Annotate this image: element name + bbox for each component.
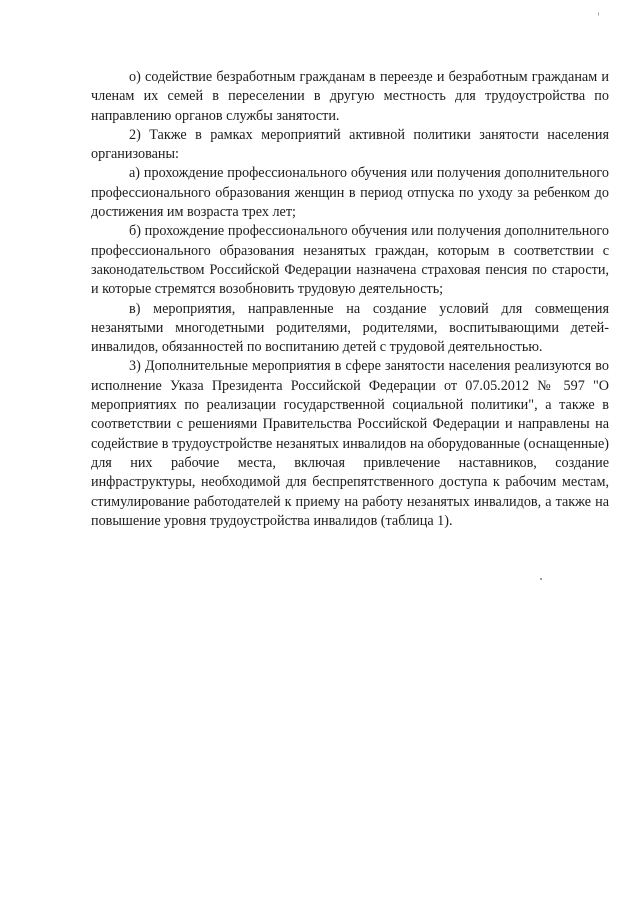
- paragraph-item-3: 3) Дополнительные мероприятия в сфере занятости населения реализуются во исполнение Указа Президента Российской Федерации от 07.05.2012 № 597 "О мероприятиях по реализации государственной социальной политики", а также в соответствии с решениями Правительства Российской Федерации и направлены на содействие в трудоустройстве незанятых инвалидов на оборудованные (оснащенные) для них рабочие места, включая привлечение наставников, создание инфраструктуры, необходимой для беспрепятственного доступа к рабочим местам, стимулирование работодателей к приему на работу незанятых инвалидов, а также на повышение уровня трудоустройства инвалидов (таблица 1).: [91, 358, 609, 529]
- paragraph-item-2c: в) мероприятия, направленные на создание условий для совмещения незанятыми многодетными родителями, родителями, воспитывающими детей-инвалидов, обязанностей по воспитанию детей с трудовой деятельностью.: [91, 300, 609, 356]
- paragraph-item-2: 2) Также в рамках мероприятий активной политики занятости населения организованы:: [91, 126, 609, 163]
- document-body: [91, 68, 609, 531]
- scan-speck: [540, 578, 542, 580]
- paragraph-item-2b: б) прохождение профессионального обучения или получения дополнительного профессионального образования незанятых граждан, которым в соответствии с законодательством Российской Федерации назначена страховая пенсия по старости, и которые стремятся возобновить трудовую деятельность;: [91, 223, 609, 298]
- paragraph-item-o: о) содействие безработным гражданам в переезде и безработным гражданам и членам их семей в переселении в другую местность для трудоустройства по направлению органов службы занятости.: [91, 69, 609, 124]
- paragraph-item-2a: а) прохождение профессионального обучения или получения дополнительного профессионального образования женщин в период отпуска по уходу за ребенком до достижения им возраста трех лет;: [91, 165, 609, 221]
- scan-speck: [598, 12, 599, 16]
